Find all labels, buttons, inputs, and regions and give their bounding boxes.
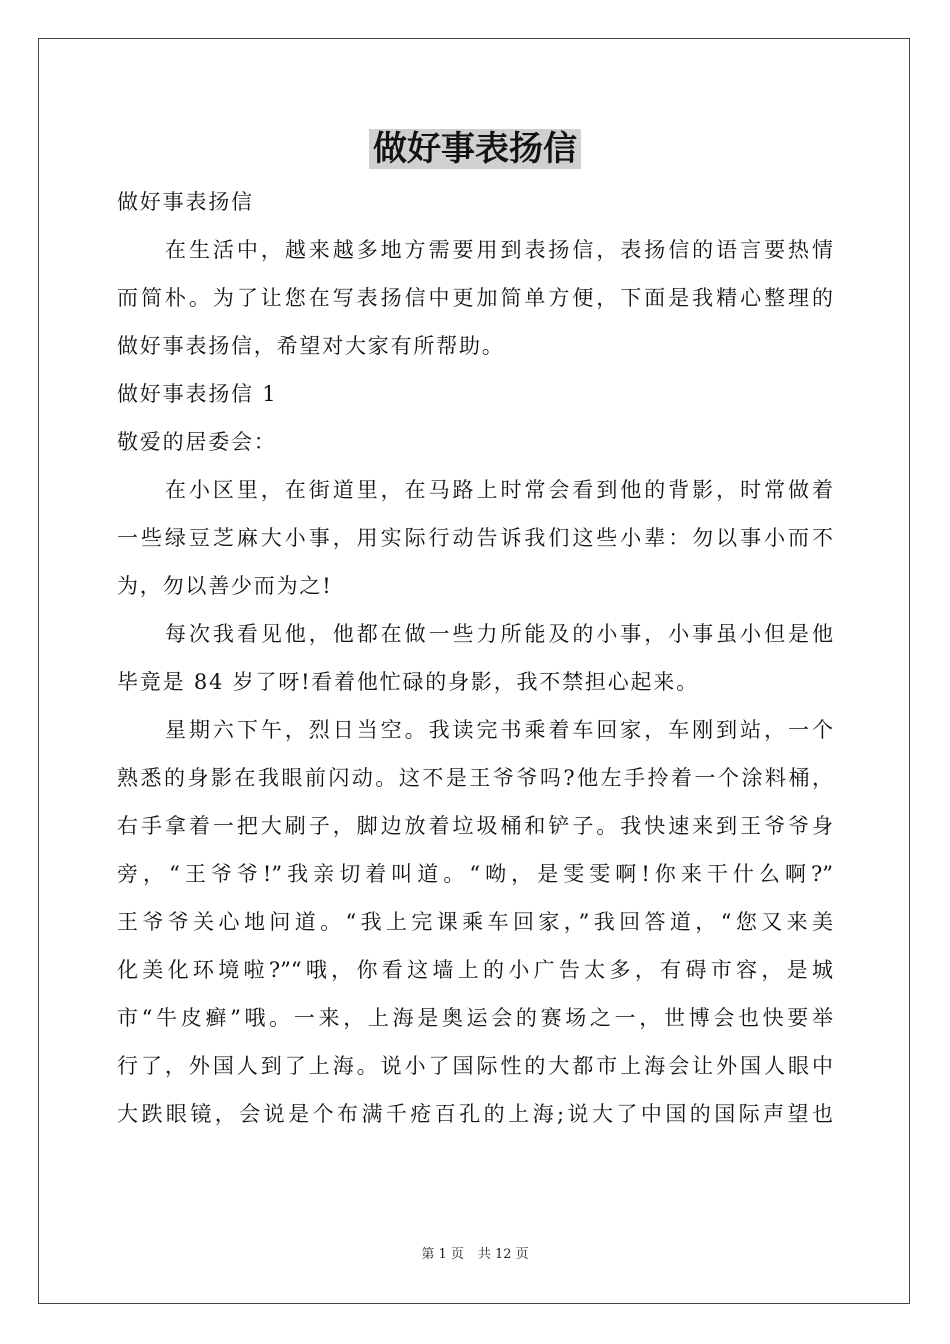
salutation: 敬爱的居委会： [117,430,277,454]
paragraph-line: 在生活中，越来越多地方需要用到表扬信，表扬信的语言要热情 [165,238,833,262]
paragraph-line: 熟悉的身影在我眼前闪动。这不是王爷爷吗?他左手拎着一个涂料桶， [117,766,833,790]
paragraph-line: 而简朴。为了让您在写表扬信中更加简单方便，下面是我精心整理的 [117,286,833,310]
paragraph-line: 一些绿豆芝麻大小事，用实际行动告诉我们这些小辈：勿以事小而不 [117,526,833,550]
section-heading: 做好事表扬信 1 [117,382,278,406]
paragraph-line: 大跌眼镜，会说是个布满千疮百孔的上海;说大了中国的国际声望也 [117,1102,833,1126]
paragraph-line: 右手拿着一把大刷子，脚边放着垃圾桶和铲子。我快速来到王爷爷身 [117,814,833,838]
page-total: 共 12 页 [477,1247,529,1262]
document-body [117,178,833,1138]
paragraph-line: 在小区里，在街道里，在马路上时常会看到他的背影，时常做着 [165,478,833,502]
page-footer [0,1245,950,1265]
paragraph-line: 毕竟是 84 岁了呀!看着他忙碌的身影，我不禁担心起来。 [117,670,699,694]
paragraph-line: 市“牛皮癣”哦。一来，上海是奥运会的赛场之一，世博会也快要举 [117,1006,833,1030]
paragraph-line: 王爷爷关心地问道。“我上完课乘车回家，”我回答道，“您又来美 [117,910,833,934]
document-title-text: 做好事表扬信 [369,129,581,169]
paragraph-line: 做好事表扬信，希望对大家有所帮助。 [117,334,505,358]
heading-line: 做好事表扬信 [117,190,254,214]
paragraph-line: 化美化环境啦?”“哦，你看这墙上的小广告太多，有碍市容，是城 [117,958,833,982]
paragraph-line: 星期六下午，烈日当空。我读完书乘着车回家，车刚到站，一个 [165,718,833,742]
paragraph-line: 旁，“王爷爷!”我亲切着叫道。“呦，是雯雯啊!你来干什么啊?” [117,862,833,886]
paragraph-line: 每次我看见他，他都在做一些力所能及的小事，小事虽小但是他 [165,622,833,646]
paragraph-line: 为，勿以善少而为之! [117,574,333,598]
paragraph-line: 行了，外国人到了上海。说小了国际性的大都市上海会让外国人眼中 [117,1054,833,1078]
page-number: 第 1 页 [421,1247,464,1262]
document-title [0,124,950,174]
